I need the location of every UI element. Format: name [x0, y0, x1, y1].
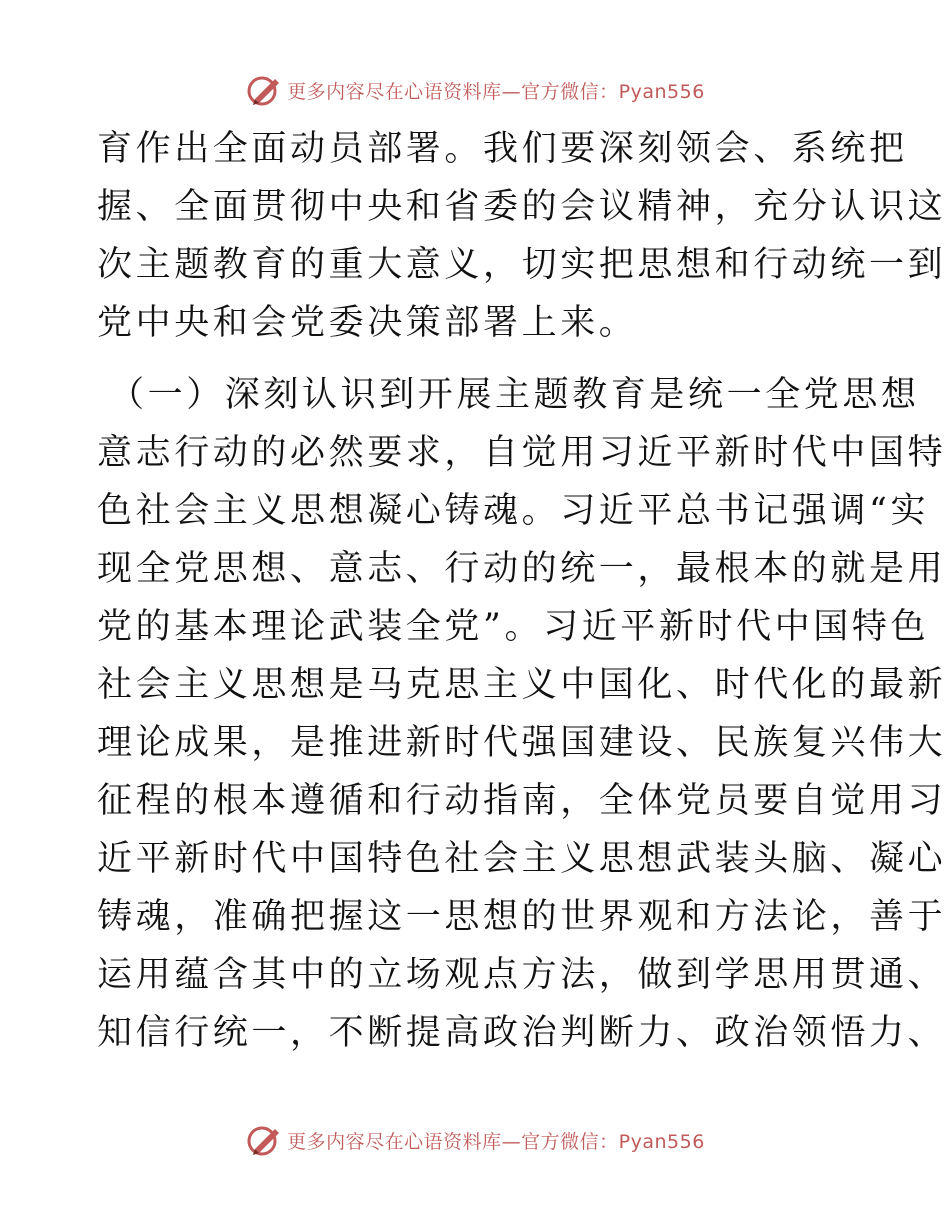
text-line: 现全党思想、意志、行动的统一，最根本的就是用 [97, 549, 947, 589]
section-heading-line: （一）深刻认识到开展主题教育是统一全党思想 [109, 375, 920, 415]
banner-wechat: 官方微信：Pyan556 [521, 1130, 705, 1153]
text-line: 次主题教育的重大意义，切实把思想和行动统一到 [97, 245, 947, 285]
text-line: 征程的根本遵循和行动指南，全体党员要自觉用习 [97, 781, 947, 821]
paragraph-section-one [97, 366, 947, 1062]
pen-logo-icon [245, 1123, 283, 1157]
text-line: 知信行统一，不断提高政治判断力、政治领悟力、 [97, 1013, 947, 1053]
pen-logo-icon [245, 73, 283, 107]
text-line: 社会主义思想是马克思主义中国化、时代化的最新 [97, 665, 947, 705]
paragraph-continued [97, 120, 947, 352]
text-line: 握、全面贯彻中央和省委的会议精神，充分认识这 [97, 187, 947, 227]
document-body [97, 120, 947, 1062]
banner-site: 更多内容尽在心语资料库 [287, 80, 502, 103]
header-banner [0, 70, 950, 110]
footer-banner [0, 1120, 950, 1160]
text-line: 育作出全面动员部署。我们要深刻领会、系统把 [97, 129, 908, 169]
text-line: 铸魂，准确把握这一思想的世界观和方法论，善于 [97, 897, 947, 937]
text-line: 色社会主义思想凝心铸魂。习近平总书记强调“实 [97, 491, 930, 531]
text-line: 理论成果，是推进新时代强国建设、民族复兴伟大 [97, 723, 947, 763]
banner-site: 更多内容尽在心语资料库 [287, 1130, 502, 1153]
text-line: 党的基本理论武装全党”。习近平新时代中国特色 [97, 607, 930, 647]
banner-wechat: 官方微信：Pyan556 [521, 80, 705, 103]
text-line: 运用蕴含其中的立场观点方法，做到学思用贯通、 [97, 955, 947, 995]
banner-separator: — [501, 80, 522, 103]
text-line: 党中央和会党委决策部署上来。 [97, 303, 638, 343]
text-line: 近平新时代中国特色社会主义思想武装头脑、凝心 [97, 839, 947, 879]
banner-text [287, 1127, 705, 1154]
text-line: 意志行动的必然要求，自觉用习近平新时代中国特 [97, 433, 947, 473]
banner-text [287, 77, 705, 104]
banner-separator: — [501, 1130, 522, 1153]
